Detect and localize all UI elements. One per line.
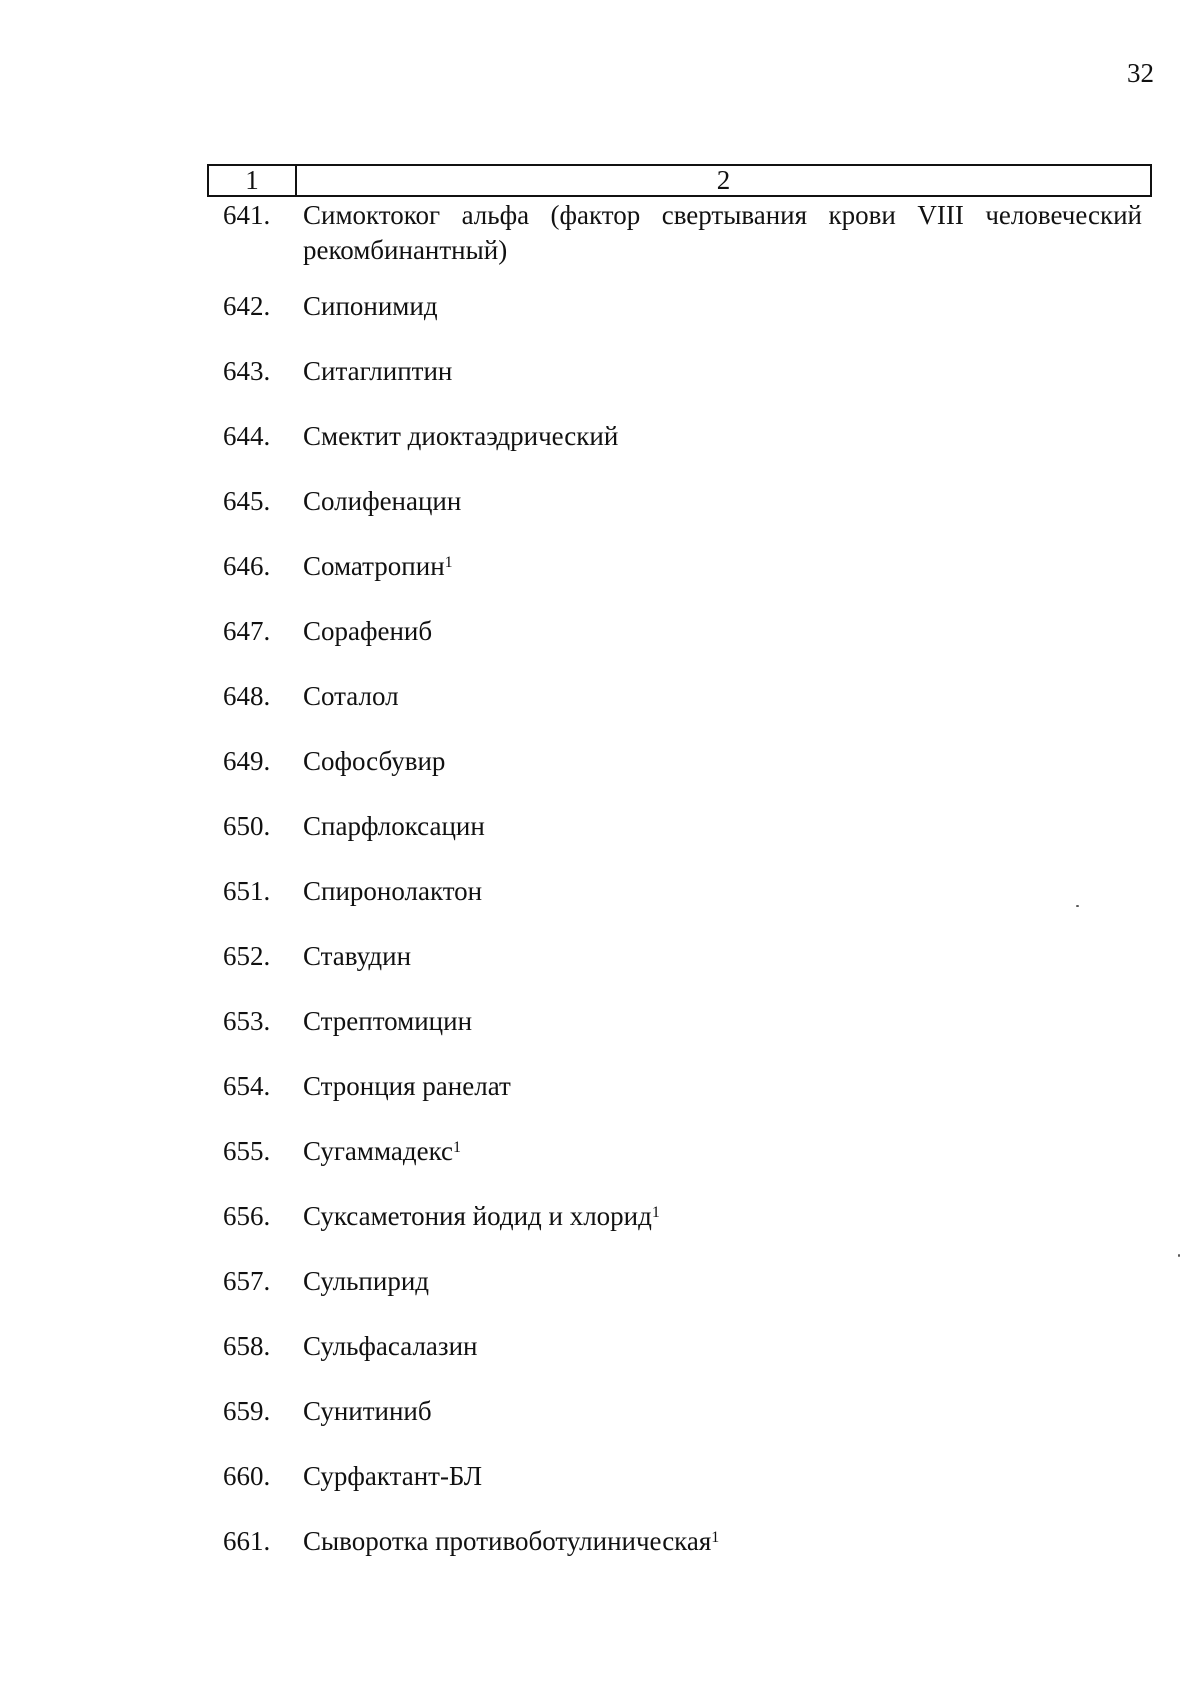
footnote-marker: 1 <box>711 1529 720 1546</box>
item-number: 643. <box>223 356 271 386</box>
item-name <box>303 1264 1152 1299</box>
item-name <box>303 614 1152 649</box>
item-name-text: Солифенацин <box>303 486 462 516</box>
item-number: 660. <box>223 1461 271 1491</box>
footnote-marker: 1 <box>453 1139 462 1156</box>
item-number: 656. <box>223 1201 271 1231</box>
item-number: 641. <box>223 200 271 230</box>
item-name-text: Стрептомицин <box>303 1006 473 1036</box>
list-item <box>207 874 1152 909</box>
item-number: 653. <box>223 1006 271 1036</box>
item-number: 642. <box>223 291 271 321</box>
item-number: 655. <box>223 1136 271 1166</box>
item-number: 649. <box>223 746 271 776</box>
item-number: 658. <box>223 1331 271 1361</box>
scan-speck <box>1178 1254 1180 1257</box>
item-name-text: Спарфлоксацин <box>303 811 485 841</box>
item-name-text: Ставудин <box>303 941 412 971</box>
item-number: 645. <box>223 486 271 516</box>
table-header <box>207 164 1152 197</box>
item-name <box>303 1524 1152 1559</box>
item-name-text: Сульпирид <box>303 1266 430 1296</box>
list-item <box>207 1134 1152 1169</box>
list-item <box>207 354 1152 389</box>
item-name-text: Сульфасалазин <box>303 1331 478 1361</box>
footnote-marker: 1 <box>444 554 453 571</box>
footnote-marker: 1 <box>651 1204 660 1221</box>
item-number: 652. <box>223 941 271 971</box>
list-item <box>207 549 1152 584</box>
item-name-text: Ситаглиптин <box>303 356 453 386</box>
scan-speck <box>1076 905 1079 907</box>
item-name <box>303 874 1152 909</box>
item-number: 654. <box>223 1071 271 1101</box>
list-item <box>207 484 1152 519</box>
item-name <box>303 1199 1152 1234</box>
item-name <box>303 1329 1152 1364</box>
item-name-text: Спиронолактон <box>303 876 483 906</box>
item-number: 646. <box>223 551 271 581</box>
item-name <box>303 679 1152 714</box>
item-name <box>303 354 1152 389</box>
list-item <box>207 809 1152 844</box>
list-item <box>207 744 1152 779</box>
item-name <box>303 549 1152 584</box>
item-name <box>303 809 1152 844</box>
list-item <box>207 939 1152 974</box>
list-item <box>207 419 1152 454</box>
item-number: 651. <box>223 876 271 906</box>
page-number: 32 <box>1127 58 1154 88</box>
item-name <box>303 1459 1152 1494</box>
item-number: 644. <box>223 421 271 451</box>
item-name-text: Сунитиниб <box>303 1396 432 1426</box>
item-number: 657. <box>223 1266 271 1296</box>
item-name-text: Сорафениб <box>303 616 433 646</box>
item-name-text: Сугаммадекс <box>303 1136 454 1166</box>
item-name <box>303 1069 1152 1104</box>
item-name-text: Смектит диоктаэдрический <box>303 421 619 451</box>
list-item <box>207 1004 1152 1039</box>
item-name <box>303 939 1152 974</box>
item-name <box>303 198 1152 268</box>
list-item <box>207 1524 1152 1559</box>
list-item <box>207 289 1152 324</box>
item-name-text: Сурфактант-БЛ <box>303 1461 483 1491</box>
item-name-text: Стронция ранелат <box>303 1071 511 1101</box>
item-name-text: Суксаметония йодид и хлорид <box>303 1201 652 1231</box>
item-number: 650. <box>223 811 271 841</box>
item-number: 661. <box>223 1526 271 1556</box>
list-item <box>207 679 1152 714</box>
item-number: 647. <box>223 616 271 646</box>
header-cell-col-2: 2 <box>716 165 731 195</box>
list-item <box>207 198 1152 268</box>
list-item <box>207 1459 1152 1494</box>
list-item <box>207 1264 1152 1299</box>
item-name <box>303 1004 1152 1039</box>
list-item <box>207 1069 1152 1104</box>
item-name <box>303 744 1152 779</box>
item-name-text: Симоктоког альфа (фактор свертывания крови VIII человеческий рекомбинантный) <box>303 200 1142 265</box>
item-name-text: Соталол <box>303 681 399 711</box>
item-number: 648. <box>223 681 271 711</box>
item-name-text: Соматропин <box>303 551 445 581</box>
list-item <box>207 1394 1152 1429</box>
item-name-text: Софосбувир <box>303 746 446 776</box>
item-number: 659. <box>223 1396 271 1426</box>
item-name-text: Сипонимид <box>303 291 438 321</box>
item-name <box>303 289 1152 324</box>
item-name-text: Сыворотка противоботулиническая <box>303 1526 712 1556</box>
item-name <box>303 484 1152 519</box>
list-item <box>207 1329 1152 1364</box>
header-cell-col-1: 1 <box>209 166 297 195</box>
list-item <box>207 614 1152 649</box>
item-name <box>303 419 1152 454</box>
list-item <box>207 1199 1152 1234</box>
item-name <box>303 1394 1152 1429</box>
item-name <box>303 1134 1152 1169</box>
